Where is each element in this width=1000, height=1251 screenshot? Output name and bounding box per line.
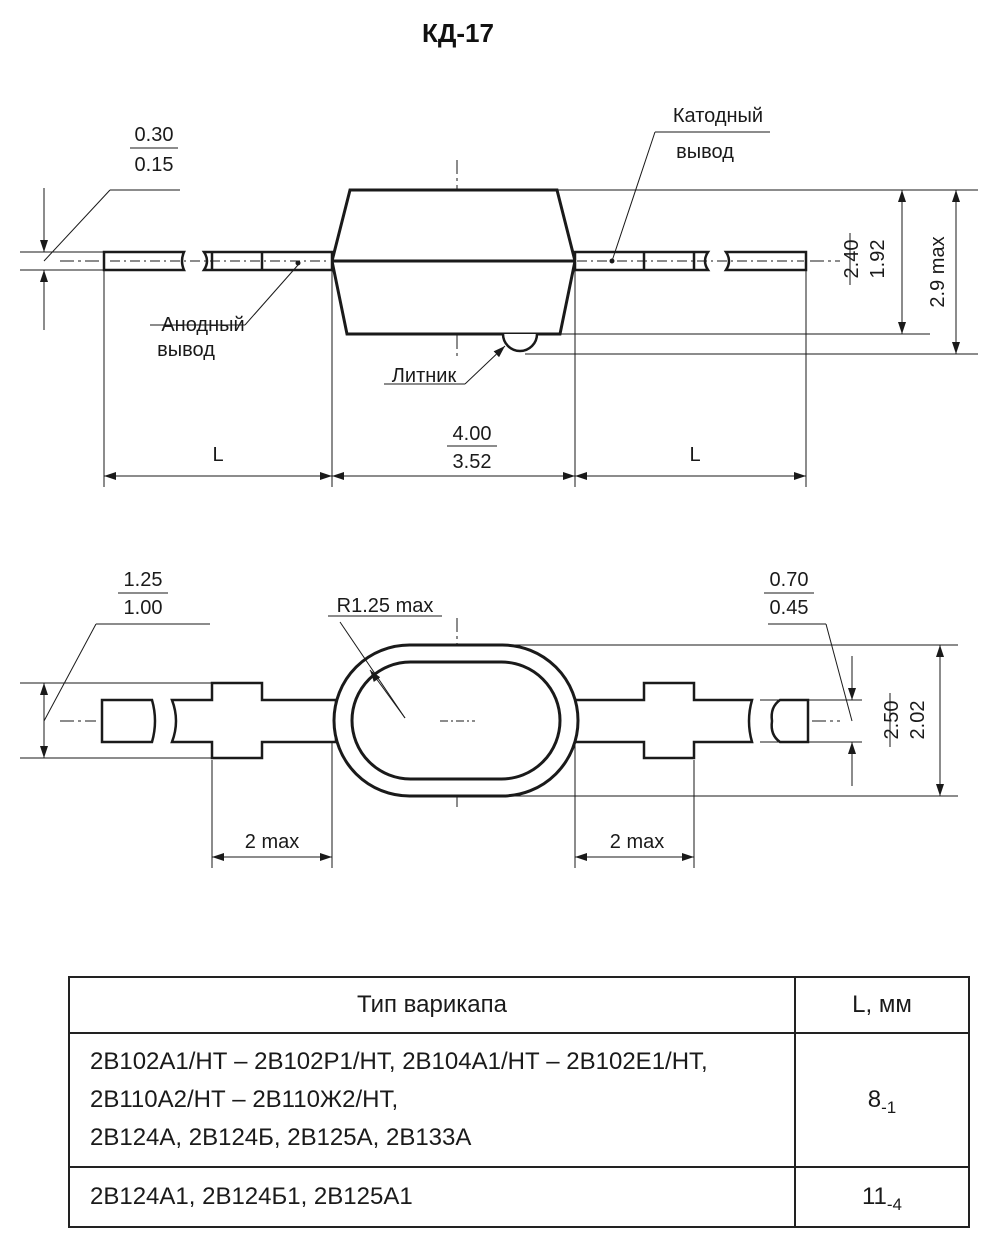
table-row xyxy=(69,1033,969,1167)
left-lead-shaped xyxy=(172,683,336,758)
type-cell xyxy=(69,1167,795,1227)
lead-length-right: L xyxy=(689,444,701,466)
sprue-label: Литник xyxy=(391,365,457,387)
overall-height: 2.9 max xyxy=(927,236,949,308)
body-length-max: 4.00 xyxy=(452,423,492,445)
varicap-table xyxy=(68,976,970,1228)
table-row xyxy=(69,1167,969,1227)
l-tolerance: -4 xyxy=(886,1195,903,1214)
body-width-max: 2.50 xyxy=(881,700,903,740)
type-line: 2В110А2/НТ – 2В110Ж2/НТ, xyxy=(90,1086,399,1113)
l-value-cell xyxy=(795,1167,969,1227)
left-lead-width-max: 1.25 xyxy=(123,569,163,591)
sprue xyxy=(503,334,537,351)
right-offset: 2 max xyxy=(609,831,665,853)
header-type: Тип варикапа xyxy=(69,977,795,1033)
drawing-title: КД-17 xyxy=(422,18,494,48)
table-header-row xyxy=(69,977,969,1033)
anode-label-line2: вывод xyxy=(157,339,215,361)
top-view xyxy=(20,132,978,487)
left-lead-stub xyxy=(102,700,155,742)
type-line: 2В124А, 2В124Б, 2В125А, 2В133А xyxy=(90,1124,472,1151)
lead-thickness-max: 0.30 xyxy=(134,124,174,146)
lead-length-left: L xyxy=(212,444,224,466)
right-lead-stub xyxy=(772,700,808,742)
bottom-view xyxy=(20,593,958,868)
l-value: 11 xyxy=(861,1183,887,1210)
type-line: 2В124А1, 2В124Б1, 2В125А1 xyxy=(90,1183,413,1210)
left-lead-width-min: 1.00 xyxy=(123,597,163,619)
right-lead-shaped xyxy=(572,683,752,758)
type-cell xyxy=(69,1033,795,1167)
header-l: L, мм xyxy=(795,977,969,1033)
anode-label-line1: Анодный xyxy=(161,314,245,336)
body-length-min: 3.52 xyxy=(452,451,492,473)
lead-thickness-min: 0.15 xyxy=(134,154,174,176)
radius-label: R1.25 max xyxy=(336,595,434,617)
left-offset: 2 max xyxy=(244,831,300,853)
l-value: 8 xyxy=(867,1086,882,1113)
body-height-min: 1.92 xyxy=(867,239,889,279)
body-height-max: 2.40 xyxy=(841,239,863,279)
l-value-cell xyxy=(795,1033,969,1167)
body-width-min: 2.02 xyxy=(907,700,929,740)
type-line: 2В102А1/НТ – 2В102Р1/НТ, 2В104А1/НТ – 2В102Е1/НТ, xyxy=(90,1048,708,1075)
cathode-label-line2: вывод xyxy=(676,141,734,163)
l-tolerance: -1 xyxy=(881,1098,897,1117)
right-lead-width-max: 0.70 xyxy=(769,569,809,591)
cathode-label-line1: Катодный xyxy=(672,105,764,127)
right-lead-width-min: 0.45 xyxy=(769,597,809,619)
